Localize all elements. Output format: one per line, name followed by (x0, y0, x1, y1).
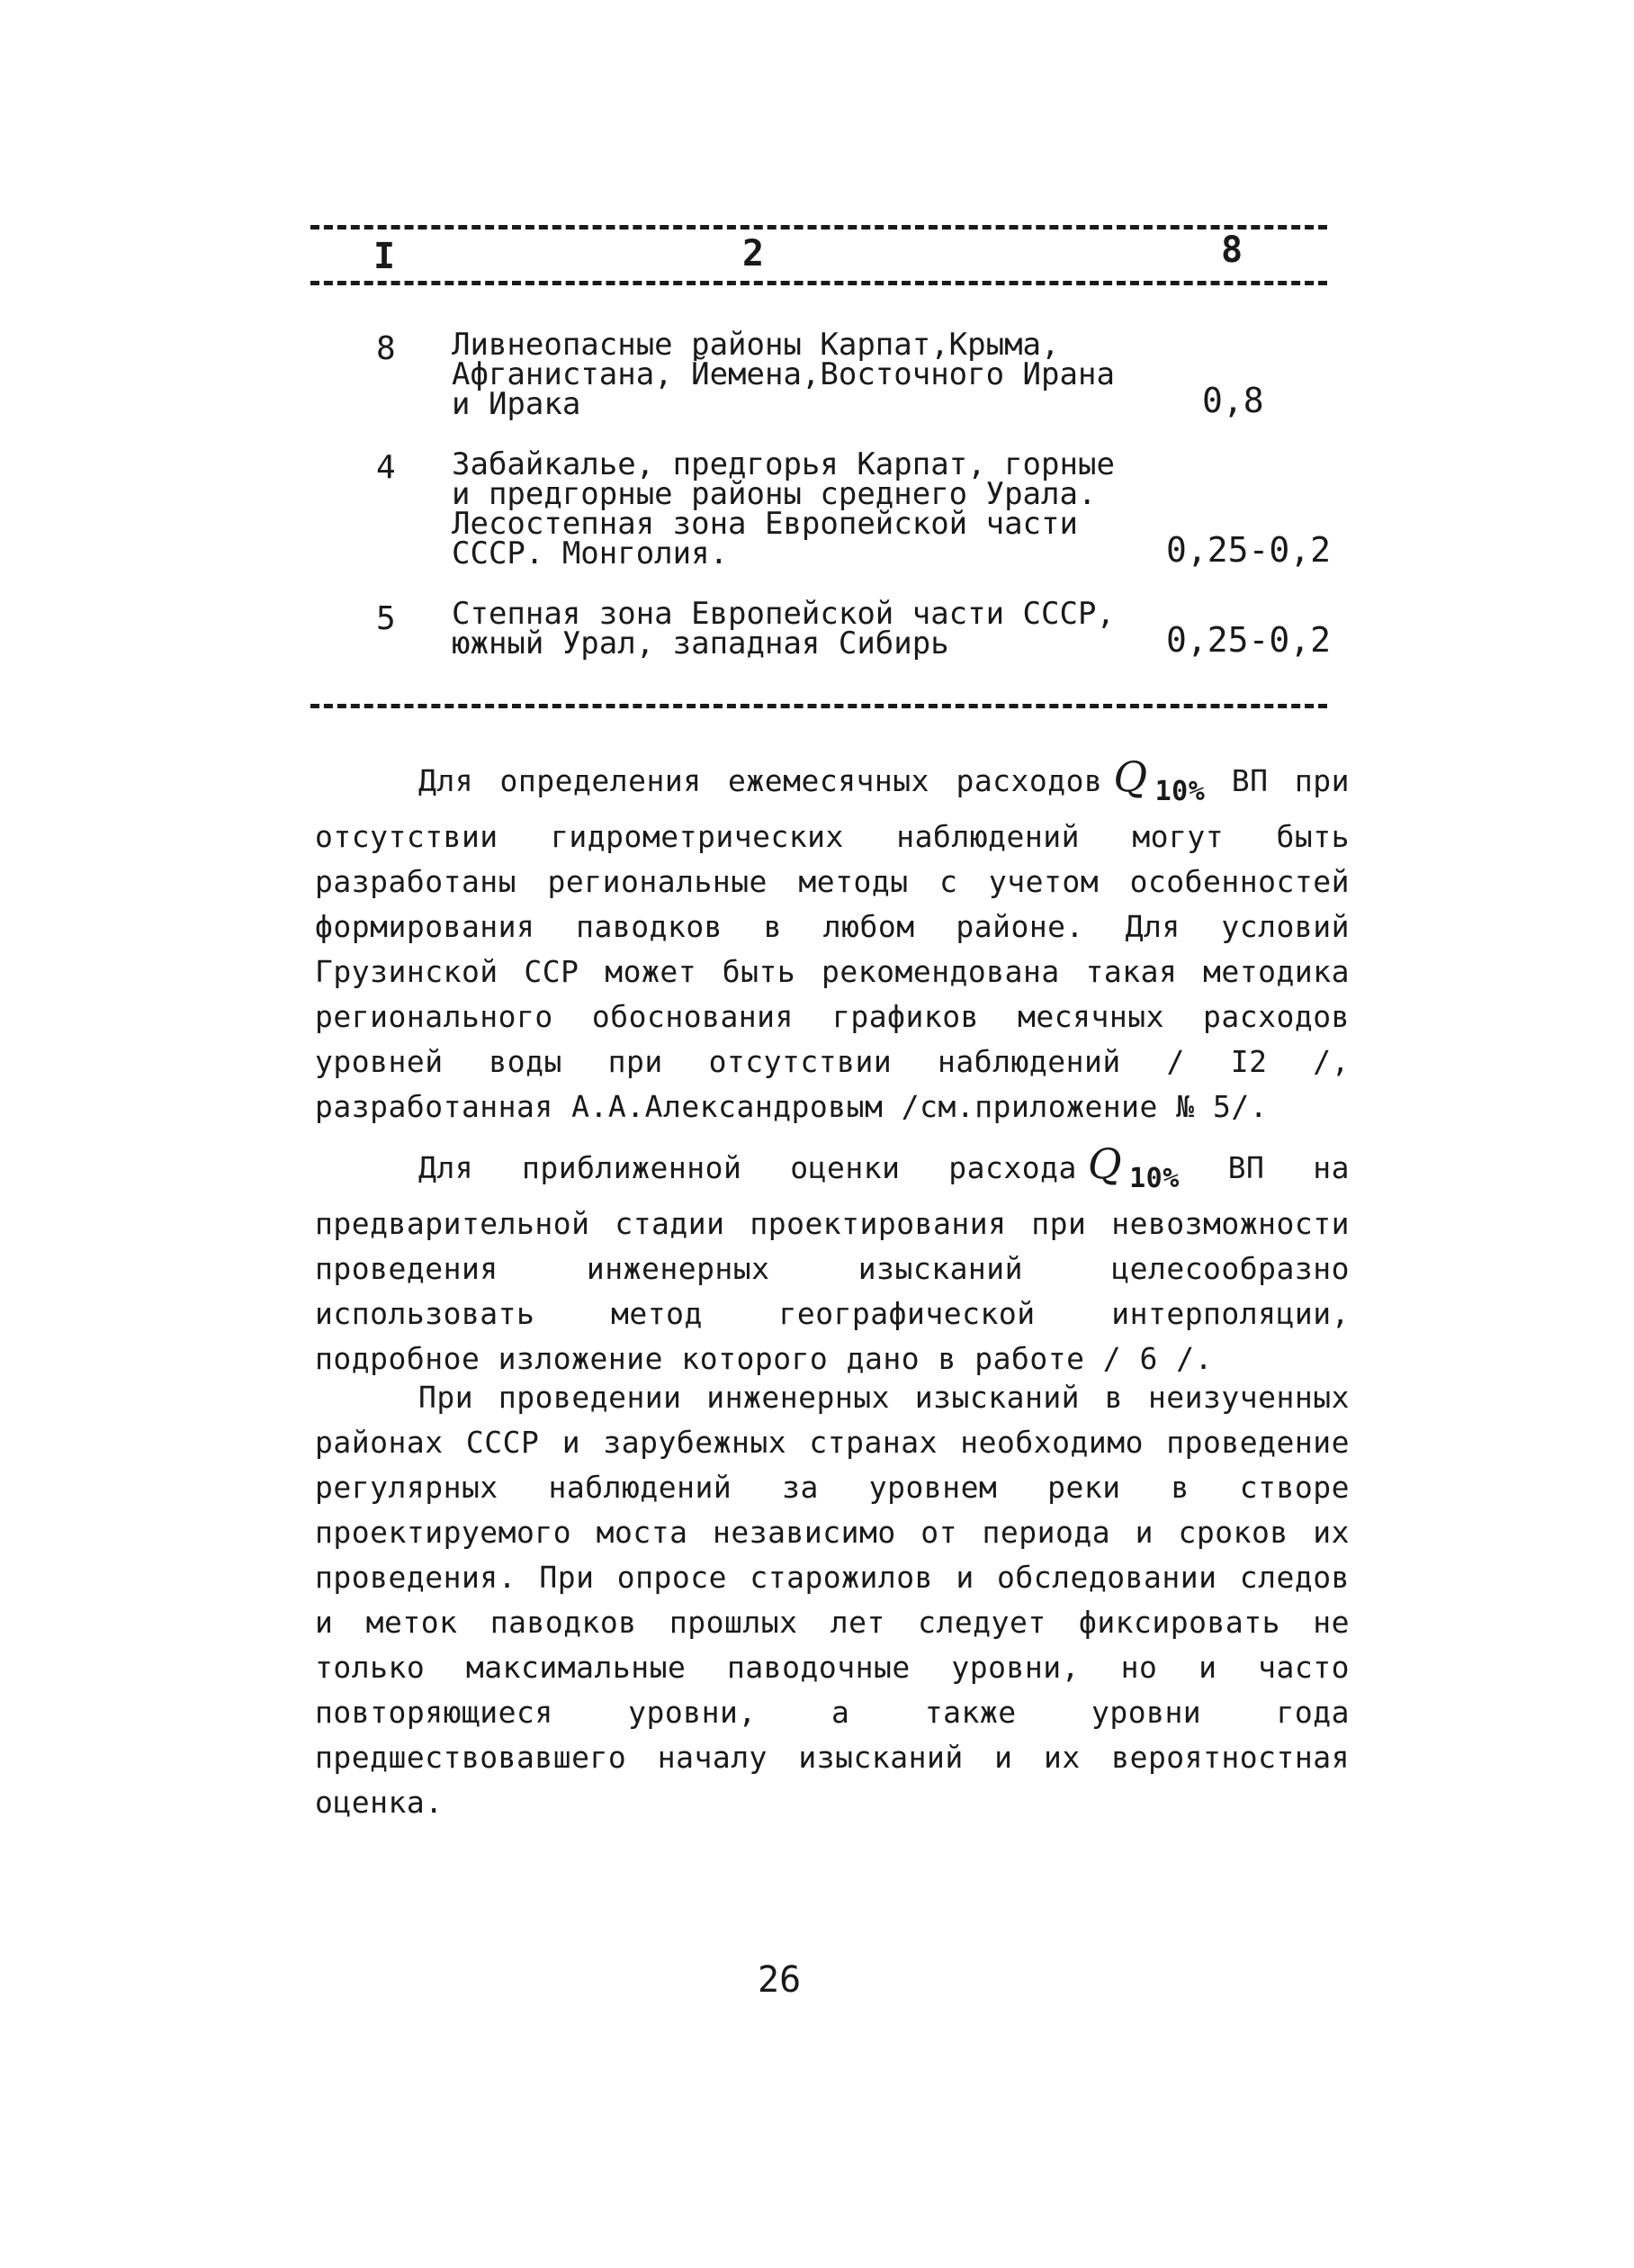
column-header-2: 2 (742, 233, 765, 274)
paragraph-text: Для определения ежемесячных расходов (418, 763, 1103, 798)
table-row-value: 0,8 (1202, 381, 1264, 420)
table-row-value: 0,25-0,2 (1166, 530, 1332, 570)
table-row-text: Ливнеопасные районы Карпат,Крыма, Афганистана, Йемена,Восточного Ирана и Ирака (452, 327, 1115, 422)
paragraph-field-surveys (315, 1375, 1350, 1825)
column-header-1: I (373, 236, 396, 277)
paragraph-text: ВП при отсутствии гидрометрических наблюдений могут быть разработаны региональные методы с учетом особенностей формирования паводков в любом районе. Для условий Грузинской ССР может быть рекомендована такая методика регионального обоснования графиков месячных расходов уровней воды при отсутствии наблюдений / I2 /, разработанная А.А.Александровым /см.приложение № 5/. (315, 763, 1350, 1124)
paragraph-approximate-estimate (315, 1141, 1350, 1382)
discharge-symbol: Q (1087, 1139, 1123, 1188)
discharge-symbol: Q (1113, 752, 1148, 801)
table-row-number: 8 (376, 330, 396, 367)
table-bottom-rule (310, 704, 1327, 708)
table-row-text: Забайкалье, предгорья Карпат, горные и предгорные районы среднего Урала. Лесостепная зона Европейской части СССР. Монголия. (452, 446, 1115, 572)
paragraph-text: При проведении инженерных изысканий в неизученных районах СССР и зарубежных странах необходимо проведение регулярных наблюдений за уровнем реки в створе проектируемого моста независимо от периода и сроков их проведения. При опросе старожилов и обследовании следов и меток паводков прошлых лет следует фиксировать не только максимальные паводочные уровни, но и часто повторяющиеся уровни, а также уровни года предшествовавшего началу изысканий и их вероятностная оценка. (315, 1380, 1350, 1820)
column-header-3: 8 (1221, 230, 1243, 271)
table-row-number: 5 (376, 600, 396, 637)
table-row-text: Степная зона Европейской части СССР, южный Урал, западная Сибирь (452, 596, 1115, 662)
page-number: 26 (758, 1959, 802, 2001)
table-top-rule (310, 225, 1327, 230)
table-row-value: 0,25-0,2 (1166, 620, 1332, 660)
table-row-number: 4 (376, 449, 396, 486)
table-header-rule (310, 281, 1327, 285)
paragraph-text: Для приближенной оценки расхода (418, 1150, 1077, 1185)
discharge-subscript: 10% (1154, 776, 1206, 807)
paragraph-text: ВП на предварительной стадии проектирования при невозможности проведения инженерных изысканий целесообразно использовать метод географической интерполяции, подробное изложение которого дано в работе / 6 /. (315, 1150, 1351, 1376)
discharge-subscript: 10% (1129, 1163, 1180, 1194)
paragraph-monthly-discharges (315, 754, 1350, 1130)
